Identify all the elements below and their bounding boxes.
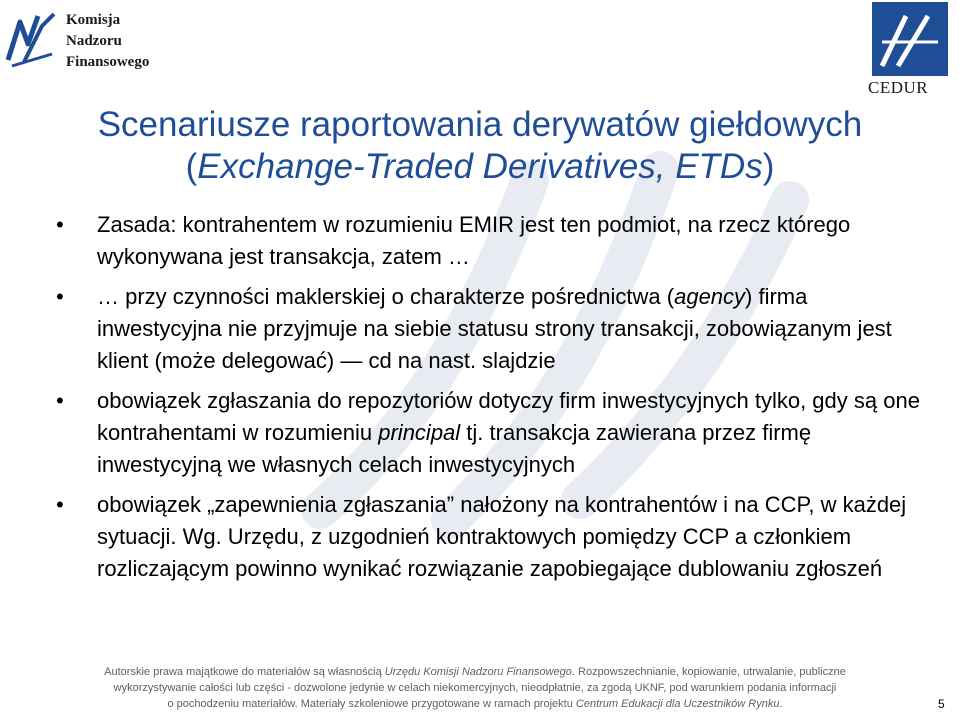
footer-line-1 — [20, 664, 930, 680]
page-number: 5 — [938, 697, 945, 711]
bullet-italic: agency — [674, 284, 746, 309]
title-line-1: Scenariusze raportowania derywatów giełdowych — [97, 105, 863, 144]
bullet-text: tj. transakcja zawierana przez firmę inwestycyjną we własnych celach inwestycyjnych — [97, 420, 812, 477]
copyright-footer — [20, 664, 930, 712]
title-italic: Exchange-Traded Derivatives, ETDs — [197, 147, 763, 186]
footer-line-3 — [20, 696, 930, 712]
title-paren-open: ( — [185, 147, 198, 186]
knf-emblem-icon — [2, 6, 62, 72]
knf-logo-text — [66, 10, 149, 73]
cedur-logo-mark — [872, 2, 948, 76]
title-line-2 — [40, 146, 920, 188]
bullet-item: • Zasada: kontrahentem w rozumieniu EMIR jest ten podmiot, na rzecz którego wykonywana jest transakcja, zatem … — [56, 209, 926, 273]
bullet-item — [56, 385, 926, 481]
title-paren-close: ) — [762, 147, 775, 186]
bullet-text: ) firma inwestycyjna nie przyjmuje na siebie statusu strony transakcji, zobowiązanym jest klient (może delegować) — cd na nast. slajdzie — [97, 284, 892, 373]
cedur-logo-text: CEDUR — [868, 78, 929, 97]
knf-line-2: Nadzoru — [66, 33, 122, 49]
slide-title — [40, 104, 920, 188]
footer-text: . — [779, 698, 783, 710]
footer-italic: Urzędu Komisji Nadzoru Finansowego — [384, 666, 572, 678]
footer-text: . Rozpowszechnianie, kopiowanie, utrwalanie, publiczne — [571, 666, 846, 678]
bullet-item: • obowiązek „zapewnienia zgłaszania” nałożony na kontrahentów i na CCP, w każdej sytuacji. Wg. Urzędu, z uzgodnień kontraktowych pomiędzy CCP a członkiem rozliczającym powinno wynikać rozwiązanie zapobiegające dublowaniu zgłoszeń — [56, 489, 926, 585]
bullet-text: obowiązek zgłaszania do repozytoriów dotyczy firm inwestycyjnych tylko, gdy są one kontrahentami w rozumieniu — [97, 388, 920, 445]
bullet-list — [56, 209, 926, 593]
footer-italic: Centrum Edukacji dla Uczestników Rynku — [575, 698, 780, 710]
footer-text: Autorskie prawa majątkowe do materiałów są własnością — [104, 666, 385, 678]
bullet-item — [56, 281, 926, 377]
footer-line-2: wykorzystywanie całości lub części - dozwolone jedynie w celach niekomercyjnych, nieodpłatnie, za zgodą UKNF, pod warunkiem podania informacji — [113, 682, 837, 694]
knf-line-3: Finansowego — [66, 54, 150, 70]
bullet-italic: principal — [378, 420, 461, 445]
cedur-emblem-icon — [872, 2, 948, 76]
knf-line-1: Komisja — [66, 12, 121, 28]
footer-text: o pochodzeniu materiałów. Materiały szkoleniowe przygotowane w ramach projektu — [167, 698, 576, 710]
bullet-text: … przy czynności maklerskiej o charakterze pośrednictwa ( — [97, 284, 675, 309]
